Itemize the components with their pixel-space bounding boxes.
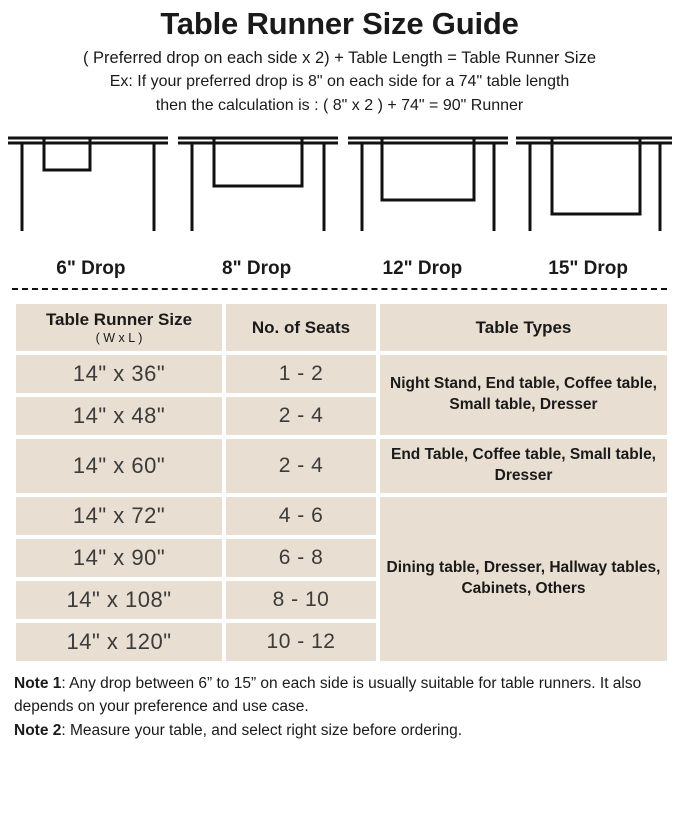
note-2 [14,720,665,742]
cell-types-group-2: End Table, Coffee table, Small table, Dresser [380,439,667,493]
cell-seats-4: 4 - 6 [226,497,376,535]
cell-seats-5: 6 - 8 [226,539,376,577]
drop-figure-6in [8,138,168,231]
header-types-label: Table Types [475,317,572,337]
cell-seats-1: 1 - 2 [226,355,376,393]
cell-seats-2: 2 - 4 [226,397,376,435]
size-table [12,300,671,665]
drop-figure-12in [348,138,508,231]
size-table-area [0,290,679,665]
cell-types-group-3: Dining table, Dresser, Hallway tables, Cabinets, Others [380,497,667,661]
header-cell-seats [226,304,376,351]
cell-types-group-1: Night Stand, End table, Coffee table, Small table, Dresser [380,355,667,435]
cell-size-7: 14" x 120" [16,623,222,661]
note-2-text: : Measure your table, and select right size before ordering. [61,722,463,740]
example-line-2: then the calculation is : ( 8" x 2 ) + 74" = 90" Runner [155,97,524,115]
cell-seats-6: 8 - 10 [226,581,376,619]
cell-size-1: 14" x 36" [16,355,222,393]
header-seats-label: No. of Seats [251,317,351,337]
cell-size-6: 14" x 108" [16,581,222,619]
table-row [16,439,667,493]
note-1-text: : Any drop between 6” to 15” on each side is usually suitable for table runners. It also depends on your preference and use case. [14,675,642,715]
example-line-1: Ex: If your preferred drop is 8" on each side for a 74" table length [109,73,570,91]
header-size-label: Table Runner Size [45,310,193,330]
cell-size-5: 14" x 90" [16,539,222,577]
table-header-row [16,304,667,351]
note-1-label: Note 1 [14,675,62,693]
formula-line: ( Preferred drop on each side x 2) + Table Length = Table Runner Size [82,48,597,67]
header-cell-size [16,304,222,351]
drop-illustrations [0,126,679,256]
cell-size-2: 14" x 48" [16,397,222,435]
drop-label-12in: 12" Drop [382,258,463,280]
header-cell-types [380,304,667,351]
cell-seats-7: 10 - 12 [226,623,376,661]
drop-label-6in: 6" Drop [56,258,126,280]
drop-figure-8in [178,138,338,231]
note-1 [14,673,665,718]
drop-figure-15in [516,138,672,231]
page-title: Table Runner Size Guide [160,6,519,41]
table-row [16,497,667,535]
note-2-label: Note 2 [14,722,62,740]
header-size-sublabel: ( W x L ) [95,331,143,346]
cell-seats-3: 2 - 4 [226,439,376,493]
drop-label-15in: 15" Drop [548,258,628,280]
cell-size-4: 14" x 72" [16,497,222,535]
drop-label-8in: 8" Drop [222,258,292,280]
cell-size-3: 14" x 60" [16,439,222,493]
table-row [16,355,667,393]
drop-labels-row [0,258,679,280]
notes-section [0,665,679,742]
drop-diagram-svg [0,126,679,256]
